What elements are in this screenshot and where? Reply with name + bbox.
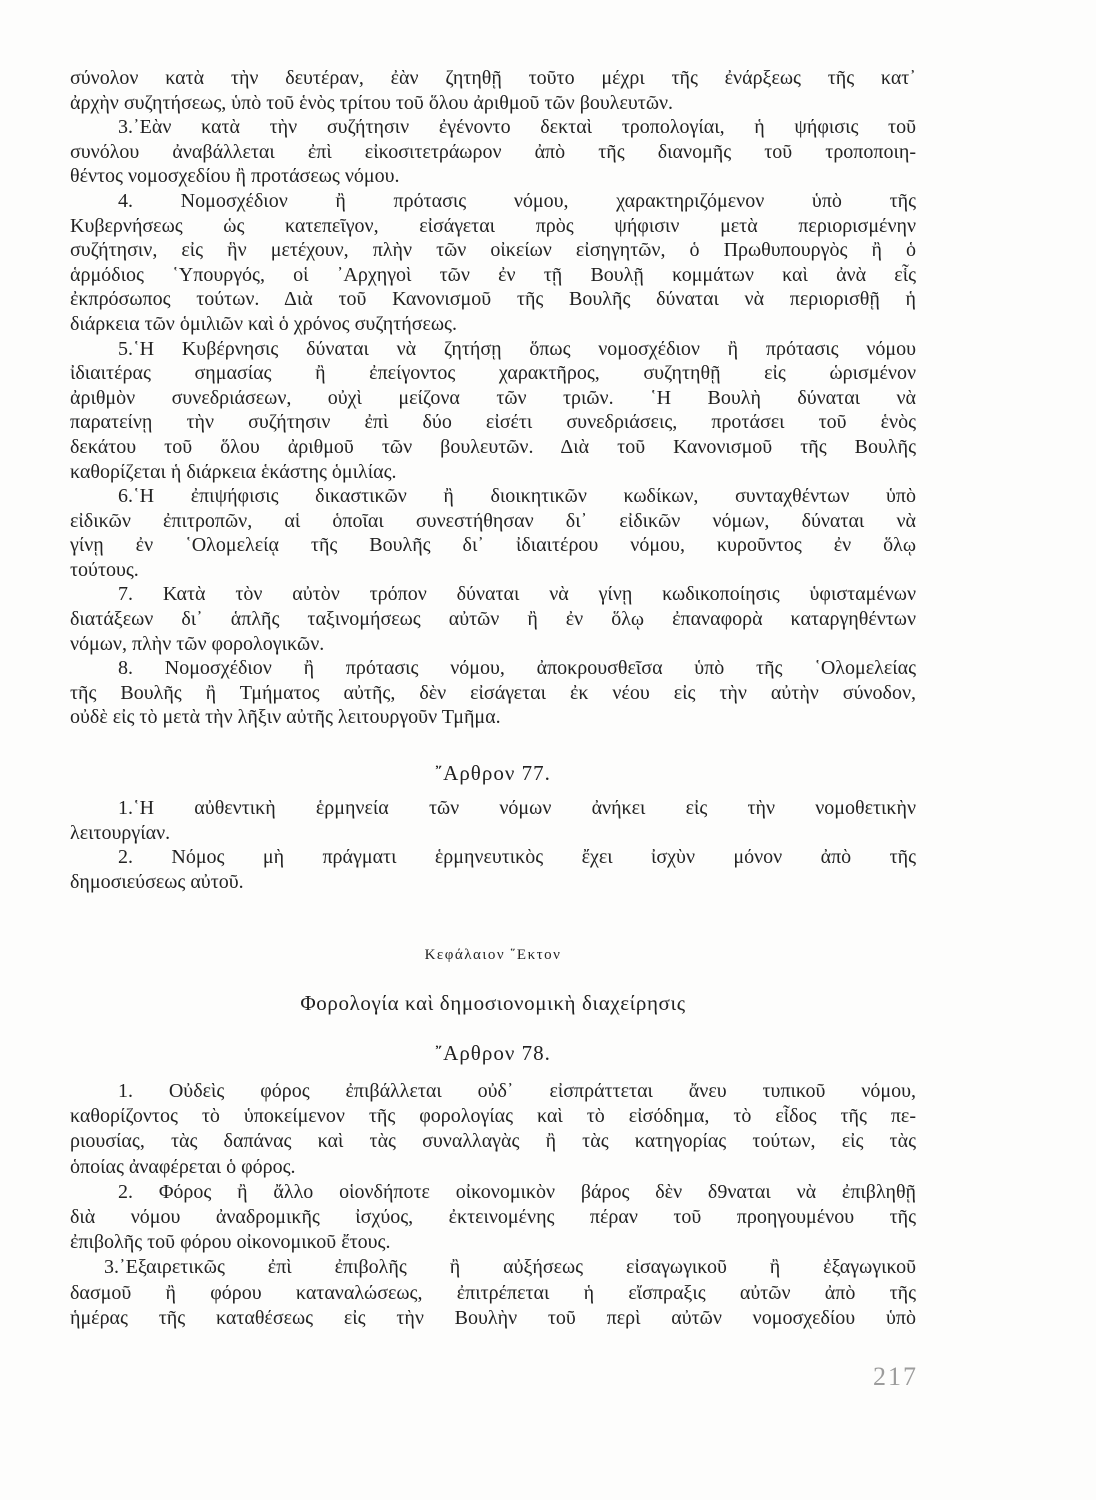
text-line: θέντος νομοσχεδίου ἢ προτάσεως νόμου. [70, 165, 400, 188]
paragraph-start-line: 6.῾Η ἐπιψήφισις δικαστικῶν ἢ διοικητικῶν κωδίκων, συνταχθέντων ὑπὸ [118, 485, 916, 508]
text-line: τούτους. [70, 558, 139, 581]
article-78-heading: ῎Αρθρον 78. [435, 1041, 551, 1065]
text-line: καθορίζοντος τὸ ὑποκείμενον τῆς φορολογίας καὶ τὸ εἰσόδημα, τὸ εἶδος τῆς πε- [70, 1105, 916, 1128]
text-line: ἐπιβολῆς τοῦ φόρου οἰκονομικοῦ ἔτους. [70, 1231, 391, 1254]
text-line: παρατείνῃ τὴν συζήτησιν ἐπὶ δύο εἰσέτι συνεδριάσεις, προτάσει τοῦ ἑνὸς [70, 411, 916, 434]
text-line: ἡμέρας τῆς καταθέσεως εἰς τὴν Βουλὴν τοῦ περὶ αὐτῶν νομοσχεδίου ὑπὸ [70, 1306, 916, 1329]
text-line: ἁρμόδιος ῾Υπουργός, οἱ ᾿Αρχηγοὶ τῶν ἐν τῇ Βουλῇ κομμάτων καὶ ἀνὰ εἷς [70, 263, 916, 286]
text-line: συζήτησιν, εἰς ἣν μετέχουν, πλὴν τῶν οἰκείων εἰσηγητῶν, ὁ Πρωθυπουργὸς ἢ ὁ [70, 239, 916, 262]
text-line: οὐδὲ εἰς τὸ μετὰ τὴν λῆξιν αὐτῆς λειτουργοῦν Τμῆμα. [70, 706, 501, 729]
text-line: νόμων, πλὴν τῶν φορολογικῶν. [70, 632, 325, 655]
text-line: ὁποίας ἀναφέρεται ὁ φόρος. [70, 1155, 296, 1178]
text-line: λειτουργίαν. [70, 821, 171, 844]
chapter-label: Κεφάλαιον ῞Εκτον [424, 947, 562, 963]
paragraph-start-line: 7. Κατὰ τὸν αὐτὸν τρόπον δύναται νὰ γίνῃ κωδικοποίησις ὑφισταμένων [118, 583, 916, 606]
text-line: ἀριθμὸν συνεδριάσεων, οὐχὶ μείζονα τῶν τριῶν. ῾Η Βουλὴ δύναται νὰ [70, 386, 916, 409]
text-line: διάρκεια τῶν ὁμιλιῶν καὶ ὁ χρόνος συζητήσεως. [70, 312, 457, 335]
text-line: γίνῃ ἐν ῾Ολομελείᾳ τῆς Βουλῆς δι᾽ ἰδιαιτέρου νόμου, κυροῦντος ἐν ὅλῳ [70, 534, 916, 557]
text-line: ἰδιαιτέρας σημασίας ἢ ἐπείγοντος χαρακτῆρος, συζητηθῇ εἰς ὡρισμένον [70, 362, 916, 385]
paragraph-start-line: 1. Οὐδεὶς φόρος ἐπιβάλλεται οὐδ᾽ εἰσπράττεται ἄνευ τυπικοῦ νόμου, [118, 1080, 916, 1102]
paragraph-start-line: 3.᾿Εὰν κατὰ τὴν συζήτησιν ἐγένοντο δεκταὶ τροπολογίαι, ἡ ψήφισις τοῦ [118, 116, 916, 139]
paragraph-start-line: 4. Νομοσχέδιον ἢ πρότασις νόμου, χαρακτηριζόμενον ὑπὸ τῆς [118, 189, 916, 212]
text-line: Κυβερνήσεως ὡς κατεπεῖγον, εἰσάγεται πρὸς ψήφισιν μετὰ περιορισμένην [70, 214, 916, 237]
paragraph-start-line: 1.῾Η αὐθεντικὴ ἑρμηνεία τῶν νόμων ἀνήκει εἰς τὴν νομοθετικὴν [118, 797, 916, 819]
paragraph-start-line: 8. Νομοσχέδιον ἢ πρότασις νόμου, ἀποκρουσθεῖσα ὑπὸ τῆς ῾Ολομελείας [118, 657, 916, 680]
text-line: δημοσιεύσεως αὐτοῦ. [70, 870, 244, 893]
text-line: σύνολον κατὰ τὴν δευτέραν, ἐὰν ζητηθῇ τοῦτο μέχρι τῆς ἐνάρξεως τῆς κατ᾽ [70, 67, 916, 89]
paragraph-start-line: 2. Νόμος μὴ πράγματι ἑρμηνευτικὸς ἔχει ἰσχὺν μόνον ἀπὸ τῆς [118, 846, 916, 869]
article-77-heading: ῎Αρθρον 77. [435, 761, 551, 785]
text-line: συνόλου ἀναβάλλεται ἐπὶ εἰκοσιτετράωρον ἀπὸ τῆς διανομῆς τοῦ τροποποιη- [70, 140, 916, 163]
text-line: ἐκπρόσωπος τούτων. Διὰ τοῦ Κανονισμοῦ τῆς Βουλῆς δύναται νὰ περιορισθῇ ἡ [70, 288, 916, 311]
paragraph-start-line: 3.᾿Εξαιρετικῶς ἐπὶ ἐπιβολῆς ἢ αὐξήσεως εἰσαγωγικοῦ ἢ ἐξαγωγικοῦ [104, 1256, 916, 1279]
chapter-title: Φορολογία καὶ δημοσιονομικὴ διαχείρησις [300, 991, 686, 1015]
page-number: 217 [873, 1362, 918, 1391]
text-line: διατάξεων δι᾽ ἁπλῆς ταξινομήσεως αὐτῶν ἢ ἐν ὅλῳ ἐπαναφορὰ καταργηθέντων [70, 608, 916, 631]
text-line: ἀρχὴν συζητήσεως, ὑπὸ τοῦ ἑνὸς τρίτου τοῦ ὅλου ἀριθμοῦ τῶν βουλευτῶν. [70, 91, 674, 114]
text-line: διὰ νόμου ἀναδρομικῆς ἰσχύος, ἐκτεινομένης πέραν τοῦ προηγουμένου τῆς [70, 1205, 916, 1228]
text-line: δασμοῦ ἢ φόρου καταναλώσεως, ἐπιτρέπεται ἡ εἴσπραξις αὐτῶν ἀπὸ τῆς [70, 1281, 916, 1304]
text-line: ριουσίας, τὰς δαπάνας καὶ τὰς συναλλαγὰς ἢ τὰς κατηγορίας τούτων, εἰς τὰς [70, 1130, 916, 1153]
text-line: καθορίζεται ἡ διάρκεια ἑκάστης ὁμιλίας. [70, 460, 397, 483]
paragraph-start-line: 5.῾Η Κυβέρνησις δύναται νὰ ζητήσῃ ὅπως νομοσχέδιον ἢ πρότασις νόμου [118, 337, 916, 360]
text-line: δεκάτου τοῦ ὅλου ἀριθμοῦ τῶν βουλευτῶν. Διὰ τοῦ Κανονισμοῦ τῆς Βουλῆς [70, 435, 916, 458]
article-77-body [70, 796, 916, 894]
article-76-body [70, 66, 916, 730]
text-line: εἰδικῶν ἐπιτροπῶν, αἱ ὁποῖαι συνεστήθησαν δι᾽ εἰδικῶν νόμων, δύναται νὰ [70, 509, 916, 532]
paragraph-start-line: 2. Φόρος ἢ ἄλλο οἱονδήποτε οἰκονομικὸν βάρος δὲν δ9ναται νὰ ἐπιβληθῇ [118, 1180, 916, 1203]
text-line: τῆς Βουλῆς ἢ Τμήματος αὐτῆς, δὲν εἰσάγεται ἐκ νέου εἰς τὴν αὐτὴν σύνοδον, [70, 681, 916, 704]
article-78-body [70, 1079, 916, 1331]
